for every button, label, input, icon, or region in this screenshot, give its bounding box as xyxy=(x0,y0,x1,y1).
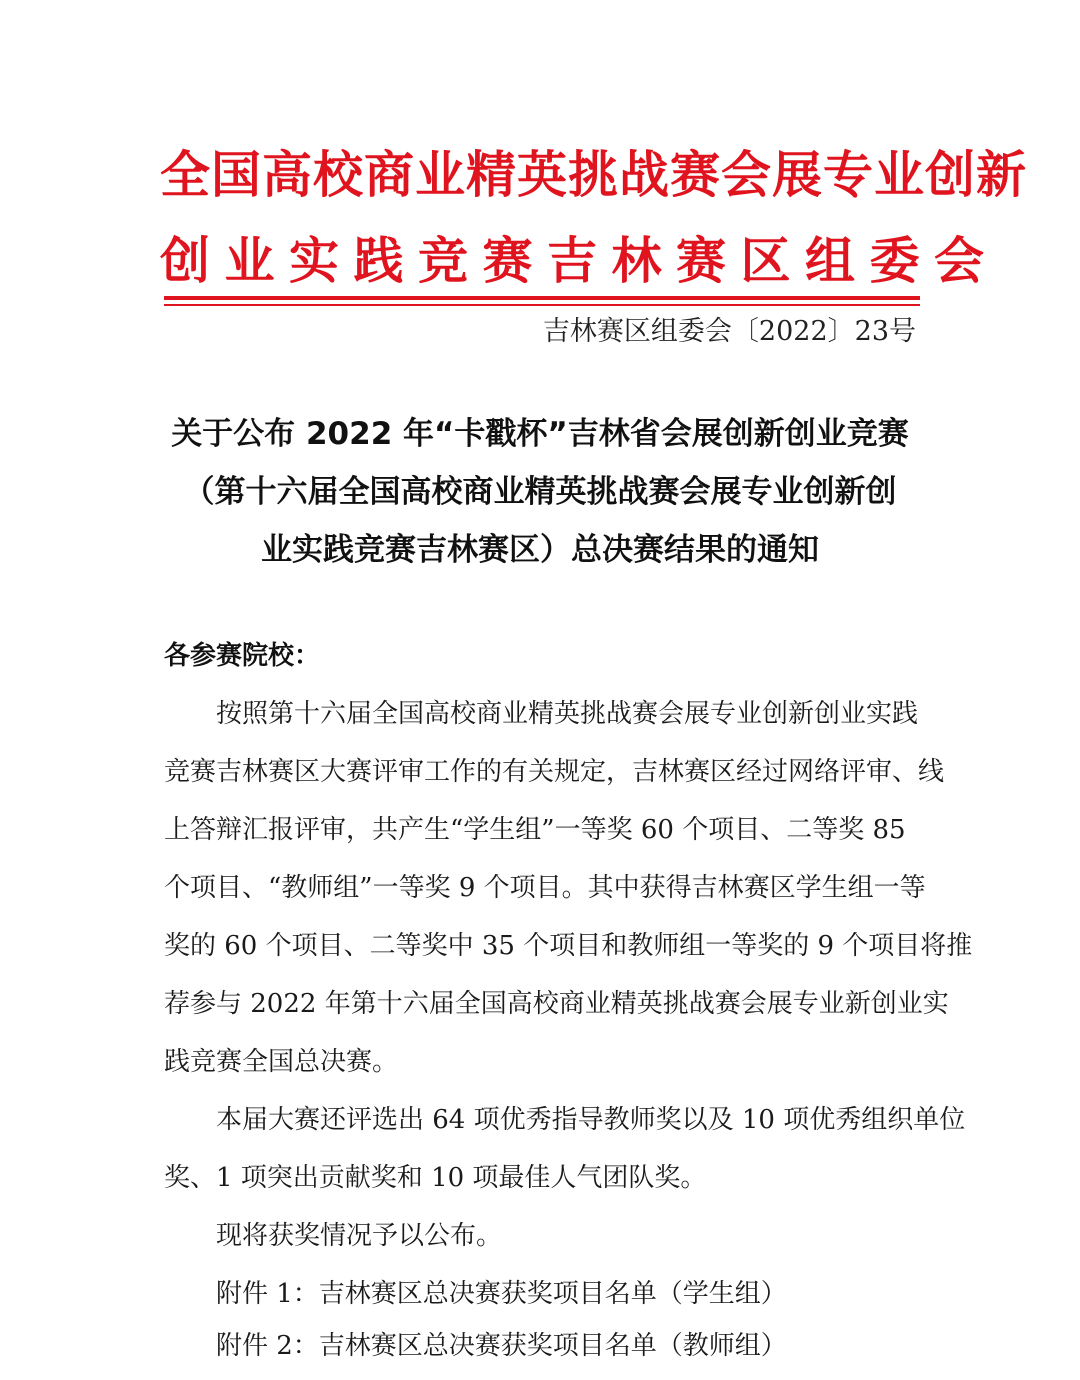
body-line: 奖的 60 个项目、二等奖中 35 个项目和教师组一等奖的 9 个项目将推 xyxy=(164,931,973,961)
body-line: 上答辩汇报评审，共产生“学生组”一等奖 60 个项目、二等奖 85 xyxy=(164,815,906,845)
attachment-1: 附件 1：吉林赛区总决赛获奖项目名单（学生组） xyxy=(216,1279,787,1309)
document-number: 吉林赛区组委会〔2022〕23号 xyxy=(542,316,916,347)
body-line: 本届大赛还评选出 64 项优秀指导教师奖以及 10 项优秀组织单位 xyxy=(216,1105,966,1135)
letterhead-title-line-2: 创业实践竞赛吉林赛区组委会 xyxy=(160,232,999,290)
body-line: 现将获奖情况予以公布。 xyxy=(216,1221,503,1251)
salutation: 各参赛院校： xyxy=(164,641,321,671)
body-line: 竞赛吉林赛区大赛评审工作的有关规定，吉林赛区经过网络评审、线 xyxy=(164,757,945,787)
letterhead-title-line-1: 全国高校商业精英挑战赛会展专业创新 xyxy=(160,146,1027,204)
body-line: 荐参与 2022 年第十六届全国高校商业精英挑战赛会展专业新创业实 xyxy=(164,989,949,1019)
body-line: 个项目、“教师组”一等奖 9 个项目。其中获得吉林赛区学生组一等 xyxy=(164,873,926,903)
notice-title-line-3: 业实践竞赛吉林赛区）总决赛结果的通知 xyxy=(261,532,819,568)
notice-title-line-1: 关于公布 2022 年“卡戳杯”吉林省会展创新创业竞赛 xyxy=(171,416,909,452)
letterhead-red-rule-thin xyxy=(164,304,920,306)
attachment-2: 附件 2：吉林赛区总决赛获奖项目名单（教师组） xyxy=(216,1331,787,1361)
notice-title-line-2: （第十六届全国高校商业精英挑战赛会展专业创新创 xyxy=(183,474,897,510)
body-line: 按照第十六届全国高校商业精英挑战赛会展专业创新创业实践 xyxy=(216,699,919,729)
letterhead-red-rule-thick xyxy=(164,296,920,300)
body-line: 奖、1 项突出贡献奖和 10 项最佳人气团队奖。 xyxy=(164,1163,707,1193)
body-line: 践竞赛全国总决赛。 xyxy=(164,1047,399,1077)
